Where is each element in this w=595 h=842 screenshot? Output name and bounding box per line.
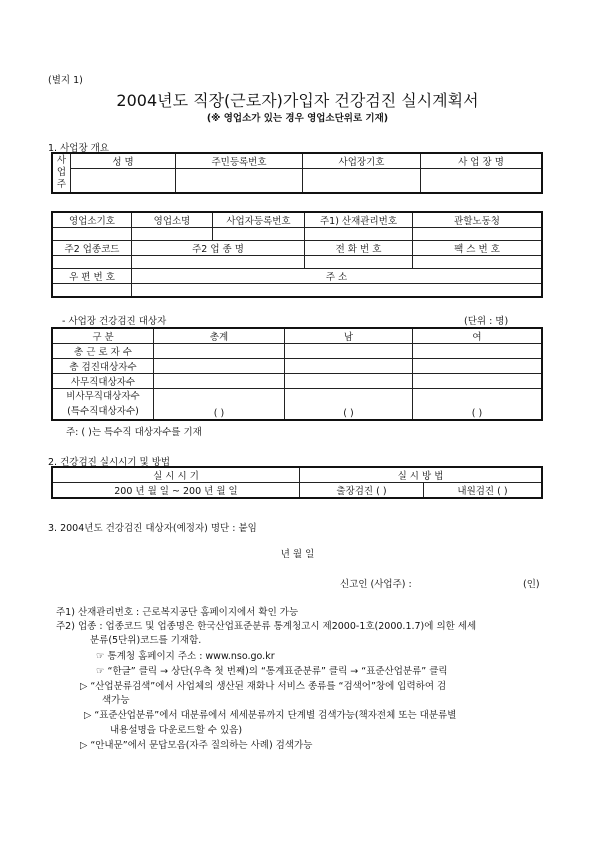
industrial-accident-field[interactable] [305,228,413,241]
category-header: 구 분 [52,328,154,344]
seal-mark: (인) [523,579,540,590]
business-info-table [51,211,543,298]
form-title: 2004년도 직장(근로자)가입자 건강검진 실시계획서 [116,91,479,110]
nonoffice-targets-label: 비사무직대상자수 (특수직대상자수) [52,389,154,421]
phone-field[interactable] [305,256,413,269]
business-reg-header: 사업자등록번호 [213,212,305,228]
classification-tip-a: ▷ “표준산업분류”에서 대분류에서 세세분류까지 단계별 검색가능(책자전체 또는 대분류별 [84,710,457,721]
navigation-note: ☞ “한글” 클릭 → 상단(우측 첫 번째)의 “통계표준분류” 클릭 → “표준산업분류” 클릭 [96,666,448,677]
branch-code-header: 영업소기호 [52,212,132,228]
search-tip-b: 색가능 [102,695,130,706]
workplace-name-header: 사 업 장 명 [421,153,543,169]
office-targets-label: 사무직대상자수 [52,374,154,389]
note-2a: 주2) 업종 : 업종코드 및 업종명은 한국산업표준분류 통계청고시 제2000-1호(2000.1.7)에 의한 세세 [56,621,477,632]
total-targets-total[interactable] [154,359,285,374]
name-header: 성 명 [71,153,176,169]
total-workers-male[interactable] [285,344,413,359]
industry-code-field[interactable] [52,256,132,269]
reporter-label: 신고인 (사업주) : [340,579,412,590]
targets-table [51,327,543,421]
total-workers-total[interactable] [154,344,285,359]
period-field[interactable]: 200 년 월 일 ~ 200 년 월 일 [52,483,300,499]
section3-heading: 3. 2004년도 건강검진 대상자(예정자) 명단 : 붙임 [48,523,257,534]
resident-number-header: 주민등록번호 [176,153,303,169]
period-header: 실 시 시 기 [52,467,300,483]
workplace-name-field[interactable] [421,169,543,193]
search-tip-a: ▷ “산업분류검색”에서 사업체의 생산된 재화나 서비스 종류를 “검색어”창에 입력하여 검 [80,681,447,692]
classification-tip-b: 내용설명을 다운로드할 수 있음) [110,725,243,736]
targets-unit: (단위 : 명) [464,316,509,327]
workplace-code-header: 사업장기호 [303,153,421,169]
special-female-paren[interactable]: ( ) [413,389,543,421]
workplace-code-field[interactable] [303,169,421,193]
note-1: 주1) 산재관리번호 : 근로복지공단 홈페이지에서 확인 가능 [56,607,299,618]
postal-code-header: 우 편 번 호 [52,269,132,284]
special-male-paren[interactable]: ( ) [285,389,413,421]
total-targets-female[interactable] [413,359,543,374]
branch-code-field[interactable] [52,228,132,241]
form-subtitle: (※ 영업소가 있는 경우 영업소단위로 기재) [206,113,389,124]
fax-header: 팩 스 번 호 [413,241,543,256]
address-field[interactable] [132,284,543,298]
fax-field[interactable] [413,256,543,269]
office-targets-male[interactable] [285,374,413,389]
date-line: 년 월 일 [280,549,315,560]
industrial-accident-header: 주1) 산재관리번호 [305,212,413,228]
guide-tip: ▷ “안내문”에서 문답모음(자주 질의하는 사례) 검색가능 [80,740,313,751]
office-targets-female[interactable] [413,374,543,389]
phone-header: 전 화 번 호 [305,241,413,256]
labor-office-field[interactable] [413,228,543,241]
targets-note: 주: ( )는 특수직 대상자수를 기재 [66,427,202,438]
total-workers-female[interactable] [413,344,543,359]
website-note: ☞ 통계청 홈페이지 주소 : www.nso.go.kr [96,651,275,662]
onsite-checkup-field[interactable]: 출장검진 ( ) [300,483,424,499]
male-header: 남 [285,328,413,344]
branch-name-field[interactable] [132,228,213,241]
special-total-paren[interactable]: ( ) [154,389,285,421]
address-header: 주 소 [132,269,543,284]
method-header: 실 시 방 법 [300,467,543,483]
female-header: 여 [413,328,543,344]
section2-heading: 2. 건강검진 실시시기 및 방법 [48,457,171,468]
business-reg-field[interactable] [213,228,305,241]
name-field[interactable] [71,169,176,193]
industry-name-header: 주2 업 종 명 [132,241,305,256]
visit-checkup-field[interactable]: 내원검진 ( ) [424,483,543,499]
branch-name-header: 영업소명 [132,212,213,228]
postal-code-field[interactable] [52,284,132,298]
total-workers-label: 총 근 로 자 수 [52,344,154,359]
total-header: 총계 [154,328,285,344]
section1-heading: 1. 사업장 개요 [48,143,109,154]
labor-office-header: 관할노동청 [413,212,543,228]
attachment-label: (별지 1) [48,75,83,86]
employer-table [51,152,543,194]
employer-vertical-label: 사 업 주 [52,153,71,193]
industry-code-header: 주2 업종코드 [52,241,132,256]
note-2b: 분류(5단위)코드를 기재함. [90,635,202,646]
office-targets-total[interactable] [154,374,285,389]
schedule-table [51,466,543,499]
industry-name-field[interactable] [132,256,305,269]
total-targets-male[interactable] [285,359,413,374]
resident-number-field[interactable] [176,169,303,193]
targets-heading: - 사업장 건강검진 대상자 [62,316,167,327]
total-targets-label: 총 검진대상자수 [52,359,154,374]
